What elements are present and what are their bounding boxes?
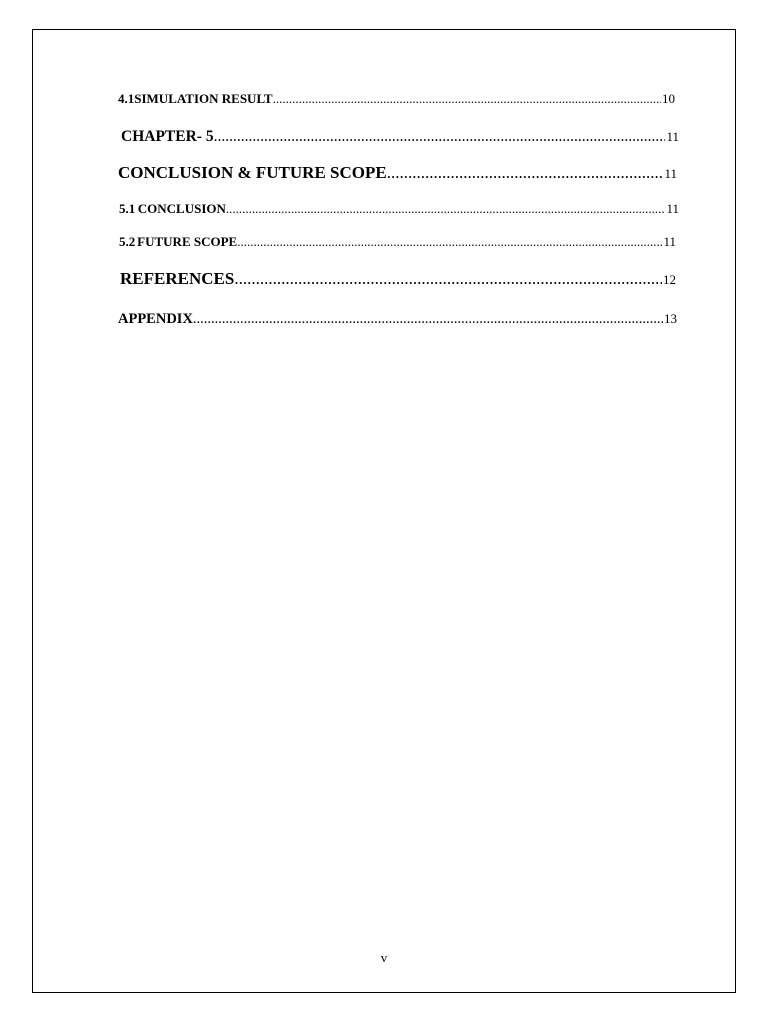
toc-entry-page: 13 [664,311,677,326]
toc-entry-page: 12 [663,272,676,287]
toc-entry-title: APPENDIX [118,311,193,327]
dot-leader [237,234,662,250]
toc-entry-number: 5.1 [119,201,136,216]
toc-entry-page: 11 [666,201,679,216]
toc-entry-appendix[interactable] [118,311,677,328]
dot-leader [273,91,661,107]
dot-leader [214,128,666,146]
toc-entry-number: 4.1 [118,91,135,106]
toc-entry-title: FUTURE SCOPE [137,234,238,249]
toc-entry-title: REFERENCES [120,269,235,288]
toc-entry-chapter-5[interactable] [121,128,679,146]
toc-entry-page: 11 [663,234,676,249]
toc-entry-title: CONCLUSION & FUTURE SCOPE [118,163,387,182]
toc-entry-simulation-result[interactable] [118,91,675,107]
dot-leader [234,269,662,289]
dot-leader [387,163,664,183]
toc-entry-title: SIMULATION RESULT [134,91,273,106]
page-number: v [380,950,388,965]
toc-entry-references[interactable] [120,269,676,289]
toc-entry-title: CONCLUSION [137,201,226,216]
toc-entry-conclusion[interactable] [119,201,679,217]
toc-entry-page: 10 [662,91,675,106]
toc-entry-title: CHAPTER- 5 [121,128,214,145]
toc-entry-number: 5.2 [119,234,136,249]
dot-leader [193,311,663,328]
toc-entry-future-scope[interactable] [119,234,676,250]
toc-entry-conclusion-future-scope[interactable] [118,163,677,183]
dot-leader [226,201,666,217]
toc-entry-page: 11 [664,166,677,181]
toc-entry-page: 11 [666,129,679,144]
